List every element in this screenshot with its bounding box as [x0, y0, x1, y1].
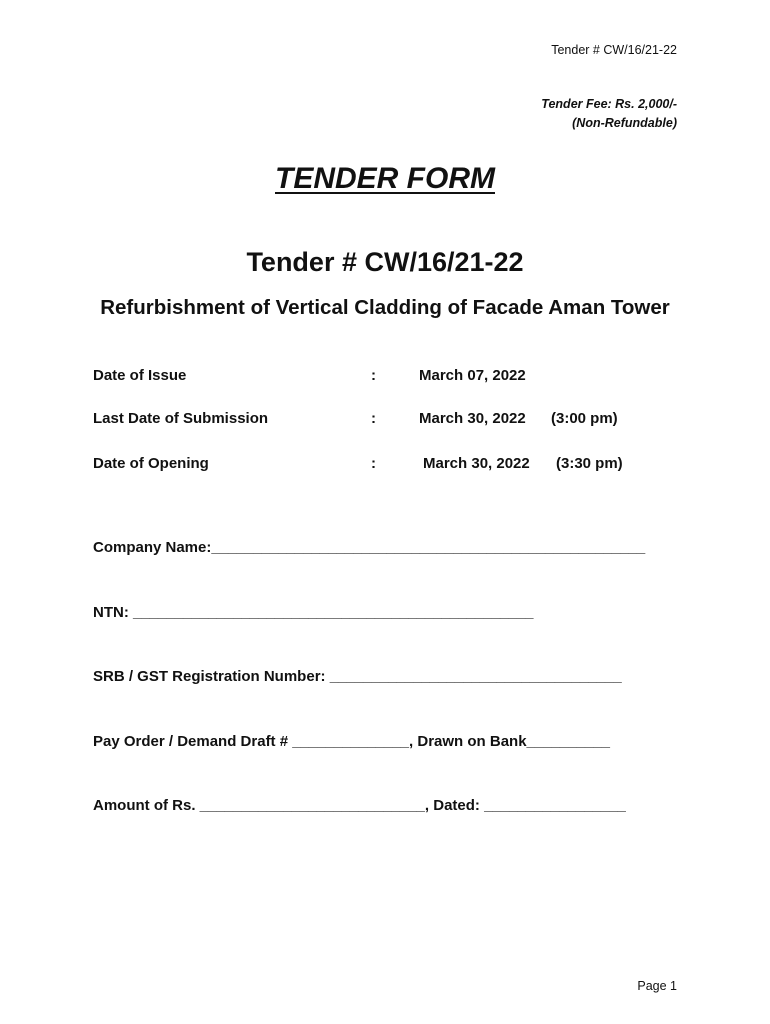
opening-date-label: Date of Opening: [93, 455, 209, 472]
submission-date-label: Last Date of Submission: [93, 410, 269, 427]
ntn-field[interactable]: NTN: ________________________________________________: [93, 604, 534, 621]
date-of-issue-label: Date of Issue: [93, 367, 187, 384]
amount-dated-field[interactable]: Amount of Rs. ___________________________, Dated: _________________: [93, 797, 626, 814]
tender-number-heading: Tender # CW/16/21-22: [246, 247, 524, 277]
opening-date-colon: :: [371, 455, 376, 472]
tender-fee-amount: Tender Fee: Rs. 2,000/-: [541, 97, 677, 111]
opening-time-value: (3:30 pm): [556, 455, 623, 472]
tender-fee-note: (Non-Refundable): [572, 116, 677, 130]
form-title: TENDER FORM: [275, 162, 495, 195]
date-of-issue-colon: :: [371, 367, 376, 384]
opening-date-value: March 30, 2022: [423, 455, 530, 472]
page-number: Page 1: [637, 979, 677, 993]
company-name-field[interactable]: Company Name:____________________________________________________: [93, 539, 646, 556]
header-tender-reference: Tender # CW/16/21-22: [551, 43, 677, 57]
submission-time-value: (3:00 pm): [551, 410, 618, 427]
pay-order-draft-field[interactable]: Pay Order / Demand Draft # ______________, Drawn on Bank__________: [93, 733, 610, 750]
srb-gst-registration-field[interactable]: SRB / GST Registration Number: ___________________________________: [93, 668, 622, 685]
date-of-issue-value: March 07, 2022: [419, 367, 526, 384]
project-title: Refurbishment of Vertical Cladding of Facade Aman Tower: [100, 296, 670, 319]
submission-date-value: March 30, 2022: [419, 410, 526, 427]
submission-date-colon: :: [371, 410, 376, 427]
